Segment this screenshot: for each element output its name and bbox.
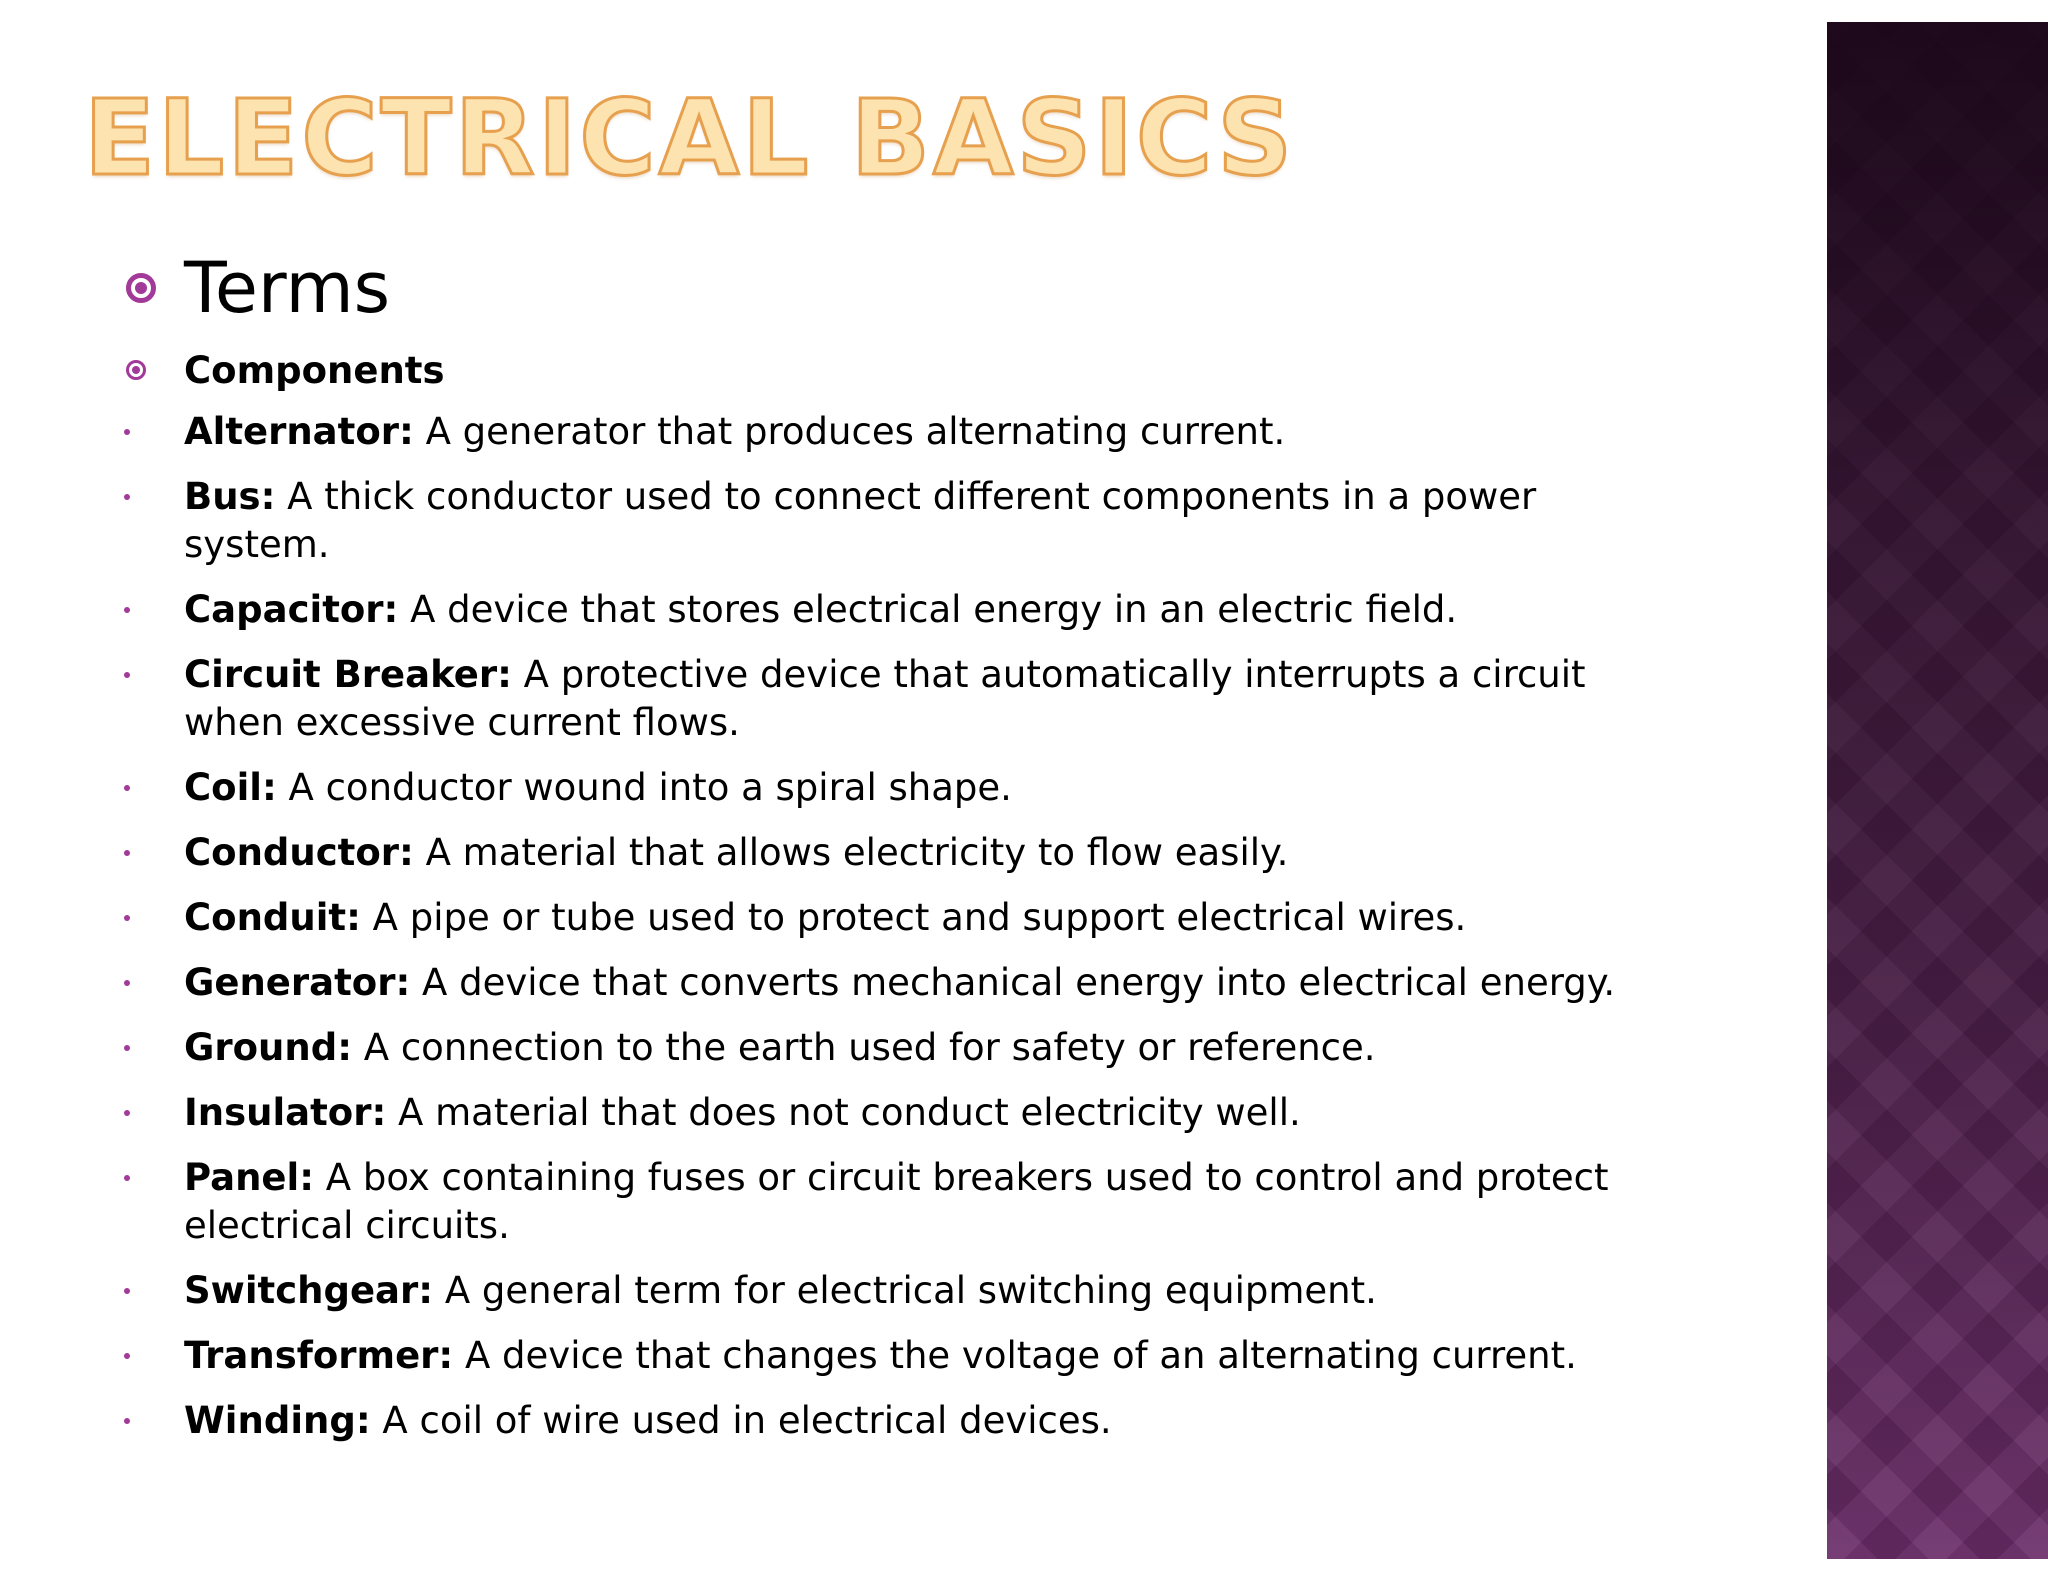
- term-name: Circuit Breaker:: [184, 653, 512, 696]
- list-item: [120, 894, 1680, 942]
- dot-bullet-icon: [124, 980, 130, 986]
- term-name: Coil:: [184, 766, 277, 809]
- term-definition: A pipe or tube used to protect and support electrical wires.: [360, 896, 1467, 939]
- term-list: [120, 408, 1680, 1462]
- list-item: [120, 764, 1680, 812]
- term-name: Winding:: [184, 1399, 371, 1442]
- dot-bullet-icon: [124, 1418, 130, 1424]
- list-item: [120, 1154, 1680, 1250]
- term-definition: A coil of wire used in electrical devices.: [370, 1399, 1112, 1442]
- term-name: Panel:: [184, 1156, 315, 1199]
- list-item: [120, 1332, 1680, 1380]
- components-heading: Components: [184, 348, 445, 392]
- term-name: Ground:: [184, 1026, 352, 1069]
- term-definition: A protective device that automatically interrupts a circuit when excessive current flows.: [184, 653, 1586, 744]
- decorative-side-panel: [1827, 22, 2048, 1559]
- term-definition: A device that stores electrical energy in an electric field.: [398, 588, 1458, 631]
- term-definition: A material that allows electricity to flow easily.: [413, 831, 1289, 874]
- dot-bullet-icon: [124, 1110, 130, 1116]
- list-item: [120, 408, 1680, 456]
- ring-bullet-icon: [126, 273, 156, 303]
- term-definition: A device that changes the voltage of an alternating current.: [453, 1334, 1577, 1377]
- terms-heading: Terms: [184, 247, 391, 329]
- list-item: [120, 1397, 1680, 1445]
- term-name: Capacitor:: [184, 588, 399, 631]
- list-item: [120, 1267, 1680, 1315]
- dot-bullet-icon: [124, 429, 130, 435]
- term-name: Transformer:: [184, 1334, 454, 1377]
- list-item: [120, 1024, 1680, 1072]
- ring-bullet-icon: [126, 360, 146, 380]
- list-item: [120, 829, 1680, 877]
- term-name: Conductor:: [184, 831, 414, 874]
- term-name: Alternator:: [184, 410, 414, 453]
- dot-bullet-icon: [124, 1045, 130, 1051]
- term-name: Insulator:: [184, 1091, 387, 1134]
- list-item: [120, 651, 1680, 747]
- term-definition: A box containing fuses or circuit breakers used to control and protect electrical circuits.: [184, 1156, 1609, 1247]
- terms-heading-row: [126, 248, 390, 328]
- list-item: [120, 473, 1680, 569]
- dot-bullet-icon: [124, 915, 130, 921]
- dot-bullet-icon: [124, 850, 130, 856]
- dot-bullet-icon: [124, 1353, 130, 1359]
- term-definition: A general term for electrical switching equipment.: [433, 1269, 1377, 1312]
- term-name: Switchgear:: [184, 1269, 434, 1312]
- dot-bullet-icon: [124, 785, 130, 791]
- slide-title: ELECTRICAL BASICS: [84, 77, 1296, 199]
- list-item: [120, 959, 1680, 1007]
- term-definition: A generator that produces alternating current.: [413, 410, 1286, 453]
- dot-bullet-icon: [124, 1175, 130, 1181]
- term-name: Generator:: [184, 961, 411, 1004]
- term-definition: A device that converts mechanical energy into electrical energy.: [410, 961, 1616, 1004]
- dot-bullet-icon: [124, 1288, 130, 1294]
- list-item: [120, 586, 1680, 634]
- term-name: Conduit:: [184, 896, 361, 939]
- components-heading-row: [126, 348, 445, 392]
- term-definition: A connection to the earth used for safety or reference.: [352, 1026, 1376, 1069]
- dot-bullet-icon: [124, 607, 130, 613]
- list-item: [120, 1089, 1680, 1137]
- term-name: Bus:: [184, 475, 276, 518]
- term-definition: A material that does not conduct electricity well.: [386, 1091, 1301, 1134]
- dot-bullet-icon: [124, 494, 130, 500]
- term-definition: A conductor wound into a spiral shape.: [276, 766, 1012, 809]
- dot-bullet-icon: [124, 672, 130, 678]
- term-definition: A thick conductor used to connect different components in a power system.: [184, 475, 1537, 566]
